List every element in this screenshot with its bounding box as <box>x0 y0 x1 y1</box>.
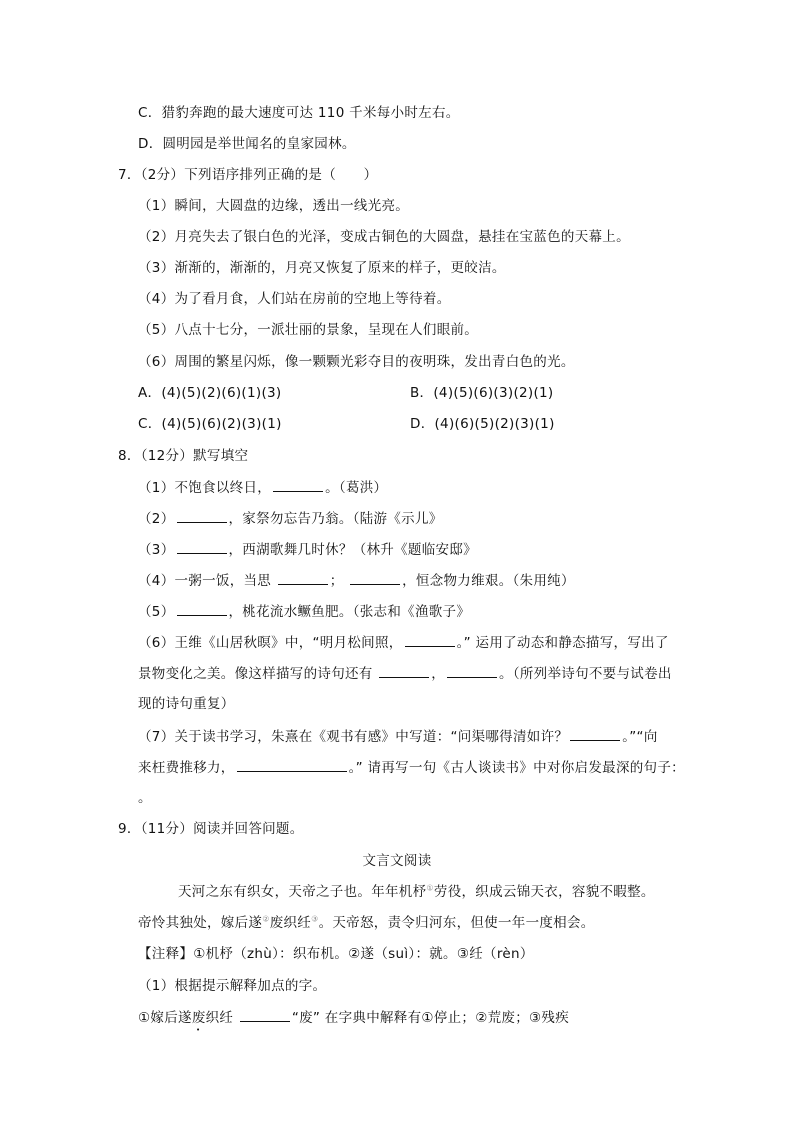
q8-p6-text-2: 。” 运用了动态和静态描写，写出了 <box>456 635 669 651</box>
passage-text-2: 劳役，织成云锦天衣，容貌不暇整。 <box>433 884 655 900</box>
q8-p4-text: （4）一粥一饭，当思 <box>138 573 276 589</box>
question-8-stem: 8．（12分）默写填空 <box>118 448 249 464</box>
q8-p7-text-2: 。”“向 <box>622 729 658 745</box>
q8-p3-text: ，西湖歌舞几时休？（林升《题临安邸》 <box>228 542 477 558</box>
blank[interactable] <box>177 508 227 523</box>
dotted-character: 废 <box>191 1010 206 1026</box>
annotation-note: 【注释】①机杼（zhù）：织布机。②遂（suì）：就。③纴（rèn） <box>138 946 534 962</box>
q8-part-1 <box>138 477 387 498</box>
q8-p2-text: ，家祭勿忘告乃翁。（陆游《示儿》 <box>228 511 443 527</box>
q8-p1-text: （1）不饱食以终日， <box>138 480 272 496</box>
q8-p4-sep: ； <box>329 573 344 589</box>
q7-item-3: （3）渐渐的，渐渐的，月亮又恢复了原来的样子，更皎洁。 <box>138 260 506 276</box>
passage-line-2 <box>138 913 595 933</box>
question-9-stem: 9．（11分）阅读并回答问题。 <box>118 821 304 837</box>
passage-line-1 <box>178 882 655 902</box>
q7-option-a: A．(4)(5)(2)(6)(1)(3) <box>138 385 282 401</box>
blank[interactable] <box>237 757 347 772</box>
blank[interactable] <box>240 1007 290 1022</box>
passage-text-4: 废织纴 <box>269 915 312 931</box>
q8-p4-source: ，恒念物力维艰。（朱用纯） <box>402 573 575 589</box>
q7-item-1: （1）瞬间，大圆盘的边缘，透出一线光亮。 <box>138 198 410 214</box>
q7-option-d: D．(4)(6)(5)(2)(3)(1) <box>410 416 555 432</box>
q8-p5-num: （5） <box>138 604 175 620</box>
q8-part-6-line-2 <box>138 663 672 684</box>
q7-option-c: C．(4)(5)(6)(2)(3)(1) <box>138 416 282 432</box>
blank[interactable] <box>177 601 227 616</box>
passage-text-3: 帝怜其独处，嫁后遂 <box>138 915 263 931</box>
blank[interactable] <box>273 477 323 492</box>
q7-options-ab <box>138 383 698 403</box>
q8-p7-text: （7）关于读书学习，朱熹在《观书有感》中写道：“问渠哪得清如许？ <box>138 729 569 745</box>
q9-sub-1: （1）根据提示解释加点的字。 <box>138 978 327 994</box>
question-6-option-c: C．猎豹奔跑的最大速度可达 110 千米每小时左右。 <box>138 105 460 121</box>
q7-item-4: （4）为了看月食，人们站在房前的空地上等待着。 <box>138 291 451 307</box>
q8-part-2 <box>138 508 443 529</box>
blank[interactable] <box>447 663 497 678</box>
q7-options-cd <box>138 414 698 434</box>
q7-item-6: （6）周围的繁星闪烁，像一颗颗光彩夺目的夜明珠，发出青白色的光。 <box>138 354 575 370</box>
q8-p5-text: ，桃花流水鳜鱼肥。（张志和《渔歌子》 <box>228 604 471 620</box>
q8-p6-text-4: 。（所列举诗句不要与试卷出 <box>499 666 672 682</box>
q8-p6-sep: ， <box>431 666 446 682</box>
question-6-option-d: D．圆明园是举世闻名的皇家园林。 <box>138 136 356 152</box>
footnote-marker: ① <box>426 883 434 893</box>
sub-item-text: ①嫁后遂 <box>138 1010 192 1026</box>
q8-p7-text-3: 来枉费推移力， <box>138 760 235 776</box>
section-title: 文言文阅读 <box>362 853 432 869</box>
blank[interactable] <box>278 570 328 585</box>
blank[interactable] <box>379 663 429 678</box>
q7-option-b: B．(4)(5)(6)(3)(2)(1) <box>410 385 554 401</box>
blank[interactable] <box>350 570 400 585</box>
passage-text-5: 。天帝怒，责令归河东，但使一年一度相会。 <box>318 915 595 931</box>
q8-part-5 <box>138 601 470 622</box>
q8-part-6-line-1 <box>138 632 669 653</box>
footnote-marker: ③ <box>311 914 319 924</box>
q8-part-4 <box>138 570 575 591</box>
q8-part-7-line-3: 。 <box>138 790 152 806</box>
q8-p6-text-3: 景物变化之美。像这样描写的诗句还有 <box>138 666 378 682</box>
q8-part-7-line-2 <box>138 757 685 778</box>
blank[interactable] <box>405 632 455 647</box>
footnote-marker: ② <box>262 914 270 924</box>
q8-p2-num: （2） <box>138 511 175 527</box>
q8-part-7-line-1 <box>138 726 658 747</box>
sub-item-text-3: “废” 在字典中解释有①停止；②荒废；③残疾 <box>291 1010 570 1026</box>
q9-sub-1-item-1 <box>138 1007 569 1034</box>
q7-item-2: （2）月亮失去了银白色的光泽，变成古铜色的大圆盘，悬挂在宝蓝色的天幕上。 <box>138 229 630 245</box>
q8-part-3 <box>138 539 477 560</box>
passage-text: 天河之东有织女，天帝之子也。年年机杼 <box>178 884 427 900</box>
q8-p1-source: 。（葛洪） <box>325 480 388 496</box>
q7-item-5: （5）八点十七分，一派壮丽的景象，呈现在人们眼前。 <box>138 322 479 338</box>
question-7-stem: 7．（2分）下列语序排列正确的是（ ） <box>118 167 378 183</box>
q8-p7-text-4: 。” 请再写一句《古人谈读书》中对你启发最深的句子： <box>348 760 685 776</box>
blank[interactable] <box>570 726 620 741</box>
q8-p6-text: （6）王维《山居秋暝》中，“明月松间照， <box>138 635 403 651</box>
q8-p3-num: （3） <box>138 542 175 558</box>
blank[interactable] <box>177 539 227 554</box>
sub-item-text-2: 织纴 <box>205 1010 238 1026</box>
q8-part-6-line-3: 现的诗句重复） <box>138 696 235 712</box>
